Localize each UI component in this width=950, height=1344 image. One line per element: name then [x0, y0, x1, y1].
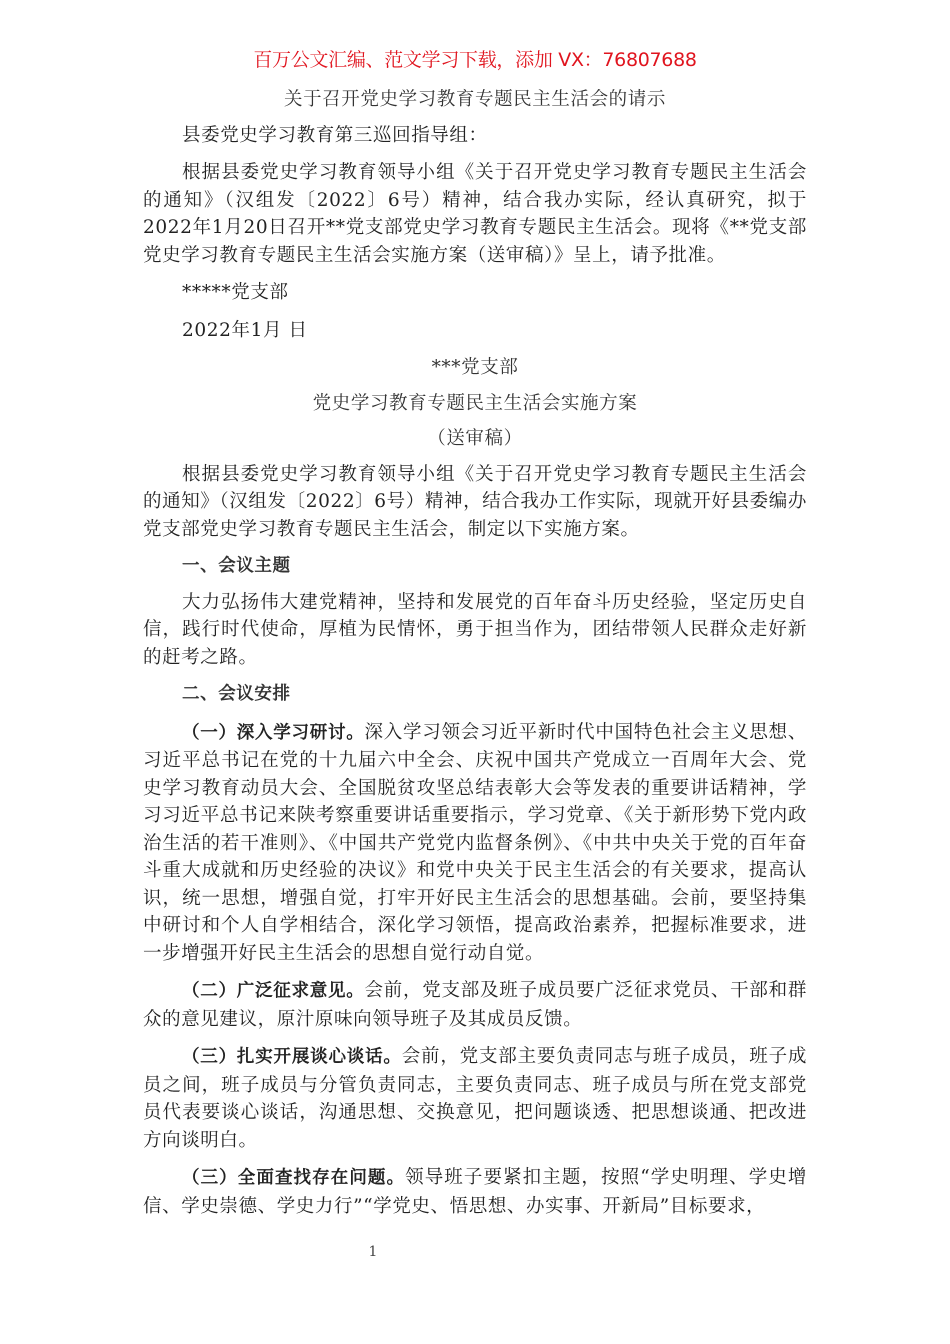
request-body: 根据县委党史学习教育领导小组《关于召开党史学习教育专题民主生活会的通知》（汉组发〔2022〕6号）精神，结合我办实际，经认真研究，拟于2022年1月20日召开**党支部党史学习教育专题民主生活会。现将《**党支部党史学习教育专题民主生活会实施方案（送审稿）》呈上，请予批准。: [143, 162, 807, 266]
section-heading-arrangement: 二、会议安排: [182, 684, 291, 704]
arrangement-item-lead: （二）广泛征求意见。: [182, 981, 365, 1001]
section-heading-theme: 一、会议主题: [182, 556, 291, 576]
request-signature: *****党支部: [182, 282, 289, 303]
section-body-theme: 大力弘扬伟大建党精神，坚持和发展党的百年奋斗历史经验，坚定历史自信，践行时代使命，厚植为民情怀，勇于担当作为，团结带领人民群众走好新的赶考之路。: [143, 591, 807, 668]
arrangement-item: [143, 1043, 807, 1154]
arrangement-item: [143, 719, 807, 968]
promo-banner: 百万公文汇编、范文学习下载，添加 VX：76807688: [253, 49, 697, 71]
request-date: 2022年1月 日: [182, 319, 308, 341]
plan-title: 党史学习教育专题民主生活会实施方案: [312, 392, 638, 414]
arrangement-item-body: 会前，党支部主要负责同志与班子成员，班子成员之间，班子成员与分管负责同志，主要负责同志、班子成员与所在党支部党员代表要谈心谈话，沟通思想、交换意见，把问题谈透、把思想谈通、把改进方向谈明白。: [143, 1046, 808, 1151]
arrangement-item: [143, 977, 807, 1033]
arrangement-item-body: 会前，党支部及班子成员要广泛征求党员、干部和群众的意见建议，原汁原味向领导班子及其成员反馈。: [143, 980, 807, 1030]
request-salutation: 县委党史学习教育第三巡回指导组：: [182, 124, 488, 146]
request-title: 关于召开党史学习教育专题民主生活会的请示: [283, 89, 666, 110]
plan-org: ***党支部: [431, 357, 519, 378]
page-number: 1: [368, 1244, 378, 1260]
arrangement-item-lead: （三）全面查找存在问题。: [182, 1168, 406, 1188]
arrangement-item-body: 深入学习领会习近平新时代中国特色社会主义思想、习近平总书记在党的十九届六中全会、庆祝中国共产党成立一百周年大会、党史学习教育动员大会、全国脱贫攻坚总结表彰大会等发表的重要讲话精神，学习习近平总书记来陕考察重要讲话重要指示，学习党章、《关于新形势下党内政治生活的若干准则》、《中国共产党党内监督条例》、《中共中央关于党的百年奋斗重大成就和历史经验的决议》和党中央关于民主生活会的有关要求，提高认识，统一思想，增强自觉，打牢开好民主生活会的思想基础。会前，要坚持集中研讨和个人自学相结合，深化学习领悟，提高政治素养，把握标准要求，进一步增强开好民主生活会的思想自觉行动自觉。: [143, 721, 807, 964]
arrangement-item-body: 领导班子要紧扣主题，按照“学史明理、学史增信、学史崇德、学史力行”“学党史、悟思想、办实事、开新局”目标要求，: [143, 1167, 808, 1217]
document-body: [143, 86, 807, 1220]
arrangement-item-lead: （三）扎实开展谈心谈话。: [182, 1047, 402, 1067]
plan-subtitle: （送审稿）: [427, 428, 523, 449]
arrangement-item: [143, 1164, 807, 1220]
arrangement-item-lead: （一）深入学习研讨。: [182, 722, 365, 743]
plan-intro: 根据县委党史学习教育领导小组《关于召开党史学习教育专题民主生活会的通知》（汉组发〔2022〕6号）精神，结合我办工作实际，现就开好县委编办党支部党史学习教育专题民主生活会，制定以下实施方案。: [143, 463, 807, 540]
